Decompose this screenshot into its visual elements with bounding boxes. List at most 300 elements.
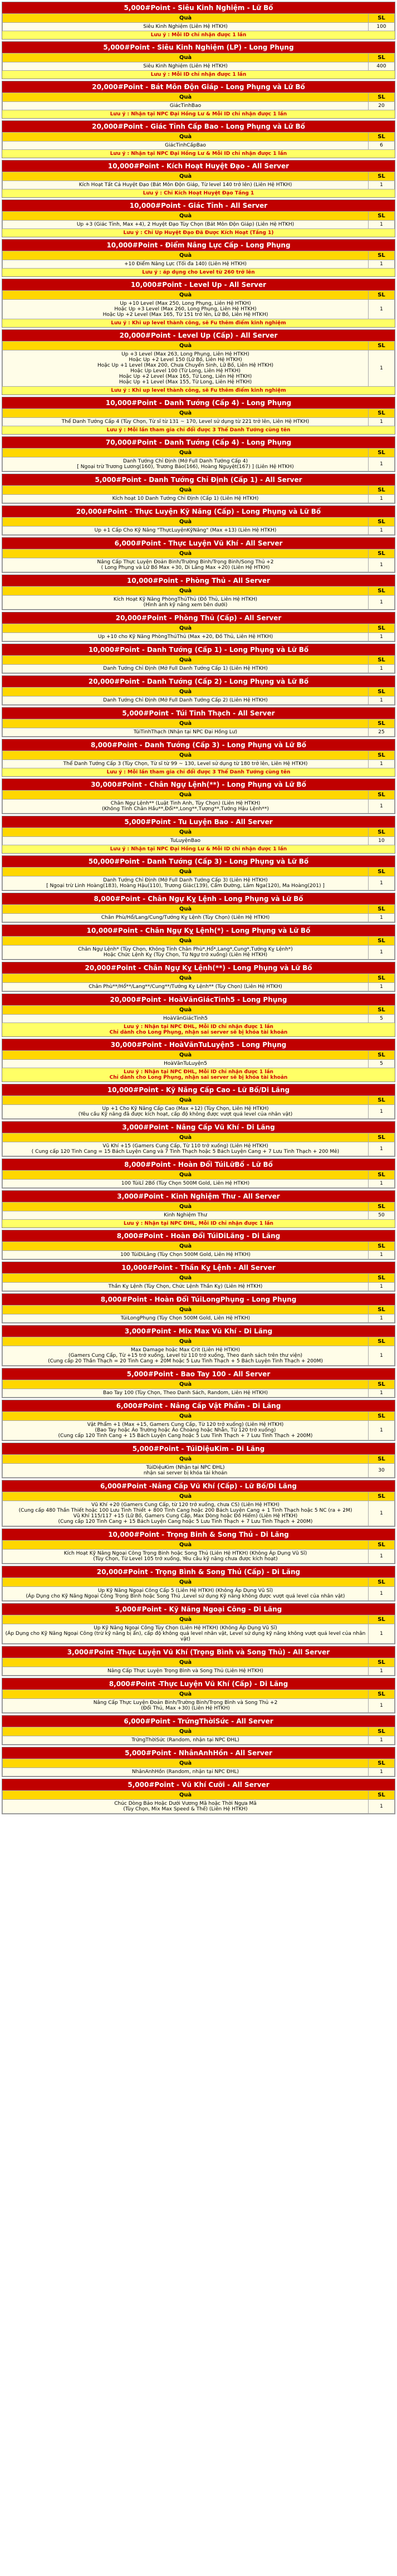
package-card: [2, 1779, 395, 1814]
package-card: [2, 994, 395, 1037]
package-title: 5,000#Point - Túi Tinh Thạch - All Server: [2, 708, 395, 719]
qty-cell: 1: [369, 1283, 395, 1291]
package-title: 10,000#Point - Kỹ Năng Cấp Cao - Lữ Bố/Di Lăng: [2, 1084, 395, 1095]
package-table: [2, 1050, 395, 1068]
package-card: [2, 199, 395, 237]
column-header-item: Quà: [3, 1202, 369, 1211]
package-title: 20,000#Point - Danh Tướng (Cấp 2) - Long Phụng và Lữ Bố: [2, 676, 395, 687]
package-title: 5,000#Point - TúiDiệuKim - Di Lăng: [2, 1443, 395, 1454]
package-title: 5,000#Point - Danh Tướng Chỉ Định (Cấp 1) - All Server: [2, 474, 395, 485]
package-card: [2, 612, 395, 642]
package-table: [2, 1005, 395, 1023]
package-card: [2, 816, 395, 854]
package-card: [2, 2, 395, 40]
column-header-item: Quà: [3, 1759, 369, 1768]
column-header-qty: SL: [369, 751, 395, 760]
package-table: [2, 936, 395, 960]
item-cell: GiácTinhBao: [3, 102, 369, 110]
item-cell: Thần Kỵ Lệnh (Tùy Chọn, Chức Lệnh Thần Kỵ) (Liên Hệ HTKH): [3, 1283, 369, 1291]
item-cell: HoàVănTuLuyện5: [3, 1060, 369, 1068]
package-table: [2, 751, 395, 768]
package-card: [2, 778, 395, 814]
package-card: [2, 1715, 395, 1745]
column-header-item: Quà: [3, 974, 369, 983]
package-table: [2, 251, 395, 269]
column-header-qty: SL: [369, 14, 395, 23]
column-header-qty: SL: [369, 587, 395, 596]
package-card: [2, 505, 395, 535]
qty-cell: 1: [369, 527, 395, 535]
item-cell: GiácTinhCấpBao: [3, 142, 369, 150]
item-cell: 100 TúiDiLăng (Tùy Chọn 500M Gold, Liên Hệ HTKH): [3, 1251, 369, 1259]
column-header-item: Quà: [3, 1615, 369, 1624]
package-note: Lưu ý : Nhận tại NPC ĐHL, Mỗi ID chỉ nhận được 1 lần Chỉ dành cho Long Phụng, nhận sai server sẽ bị khóa tài khoản: [2, 1068, 395, 1082]
column-header-item: Quà: [3, 1306, 369, 1314]
column-header-qty: SL: [369, 1274, 395, 1283]
table-row: [3, 142, 395, 150]
table-row: [3, 1346, 395, 1366]
package-title: 20,000#Point - Level Up (Cấp) - All Server: [2, 330, 395, 341]
column-header-qty: SL: [369, 688, 395, 697]
column-header-qty: SL: [369, 251, 395, 260]
item-cell: Up +3 (Giác Tỉnh, Max +4), 2 Huyệt Đạo Tùy Chọn (Bát Môn Độn Giáp) (Liên Hệ HTKH): [3, 221, 369, 229]
table-row: [3, 350, 395, 387]
package-title: 20,000#Point - Giác Tỉnh Cấp Bao - Long Phụng và Lữ Bố: [2, 121, 395, 132]
column-header-item: Quà: [3, 1171, 369, 1180]
item-cell: Vũ Khí +20 (Gamers Cung Cấp, từ 120 trở xuống, chưa CS) (Liên Hệ HTKH) (Cung cấp 480 Thần Thiết hoặc 100 Lưu Tinh Thiết + 800 Tinh Cang hoặc 200 Bách Luyện Cang + 1 Tinh Thạch hoặc 5 NC (ra + 2M) Vũ Khí 115/117 +15 (Lữ Bố, Gamers Cung Cấp, Max Dòng hoặc Đồ Hiếm) (Liên Hệ HTKH) (Cung cấp 120 Tinh Cang + 15 Bách Luyện Cang hoặc 5 Lưu Tinh Thạch + 7 Lưu Tinh Thạch + 200M): [3, 1501, 369, 1526]
qty-cell: 6: [369, 142, 395, 150]
package-table: [2, 624, 395, 641]
package-card: [2, 397, 395, 435]
package-title: 10,000#Point - Thần Kỵ Lệnh - All Server: [2, 1262, 395, 1273]
qty-cell: 5: [369, 1060, 395, 1068]
qty-cell: 1: [369, 558, 395, 572]
column-header-item: Quà: [3, 1541, 369, 1550]
qty-cell: 1: [369, 1550, 395, 1564]
qty-cell: 1: [369, 1501, 395, 1526]
table-row: [3, 876, 395, 890]
column-header-qty: SL: [369, 1242, 395, 1251]
package-title: 10,000#Point - Chân Ngự Kỵ Lệnh(*) - Long Phụng và Lữ Bố: [2, 925, 395, 936]
column-header-item: Quà: [3, 1492, 369, 1501]
item-cell: TrứngThờiSức (Random, nhận tại NPC ĐHL): [3, 1736, 369, 1745]
package-card: [2, 1084, 395, 1119]
table-row: [3, 914, 395, 922]
package-title: 6,000#Point -Nâng Cấp Vũ Khí (Cấp) - Lữ Bố/Di Lăng: [2, 1481, 395, 1492]
item-cell: Danh Tướng Chỉ Định (Mở Full Danh Tướng Cấp 2) (Liên Hệ HTKH): [3, 697, 369, 705]
column-header-item: Quà: [3, 1690, 369, 1699]
package-note: Lưu ý : Mỗi lần tham gia chỉ đổi được 3 Thể Danh Tướng cùng tên: [2, 426, 395, 434]
table-row: [3, 665, 395, 673]
column-header-item: Quà: [3, 1337, 369, 1346]
table-row: [3, 728, 395, 737]
package-title: 70,000#Point - Danh Tướng (Cấp 4) - Long Phụng: [2, 437, 395, 448]
package-table: [2, 92, 395, 110]
column-header-item: Quà: [3, 53, 369, 62]
qty-cell: 1: [369, 1667, 395, 1676]
package-title: 5,000#Point - Bao Tay 100 - All Server: [2, 1369, 395, 1380]
column-header-qty: SL: [369, 905, 395, 914]
package-title: 10,000#Point - Điểm Nâng Lực Cấp - Long Phụng: [2, 240, 395, 251]
item-cell: Up Kỹ Năng Ngoại Công Tùy Chọn (Liên Hệ HTKH) (Không Áp Dụng Vũ Sĩ) (Áp Dụng cho Kỹ Năng Ngoại Công (trừ kỹ năng bị ẩn), cấp độ không quá level nhân vật, Level sử dụng kỹ năng không vượt quá level của nhân vật): [3, 1624, 369, 1644]
package-title: 3,000#Point - Kinh Nghiệm Thư - All Server: [2, 1191, 395, 1202]
table-row: [3, 495, 395, 503]
qty-cell: 1: [369, 1800, 395, 1814]
column-header-item: Quà: [3, 1380, 369, 1389]
table-row: [3, 418, 395, 426]
column-header-qty: SL: [369, 1306, 395, 1314]
item-cell: Chân Ngự Lệnh** (Luật Tinh Anh, Tùy Chọn) (Liên Hệ HTKH) (Không Tính Chân Hầu**,Đổi**,Long**,Tượng**,Tướng Hậu Lệnh**): [3, 800, 369, 814]
qty-cell: 1: [369, 1699, 395, 1713]
qty-cell: 1: [369, 914, 395, 922]
package-title: 6,000#Point - TrứngThờiSức - All Server: [2, 1716, 395, 1727]
item-cell: Kích Hoạt Kỹ Năng PhòngThủThủ (Đồ Thủ, Liên Hệ HTKH) (Hình ảnh kỹ năng xem bên dưới): [3, 596, 369, 610]
package-card: [2, 1480, 395, 1527]
package-card: [2, 855, 395, 891]
package-table: [2, 1380, 395, 1397]
item-cell: Thể Danh Tướng Cấp 4 (Tùy Chọn, Từ sĩ từ 131 ~ 170, Level sử dụng từ 221 trở lên, Liên Hệ HTKH): [3, 418, 369, 426]
package-table: [2, 1492, 395, 1526]
column-header-item: Quà: [3, 1274, 369, 1283]
column-header-item: Quà: [3, 624, 369, 633]
column-header-qty: SL: [369, 172, 395, 181]
package-list: [2, 2, 395, 1814]
package-title: 5,000#Point - Siêu Kinh Nghiệm (LP) - Long Phụng: [2, 42, 395, 53]
qty-cell: 1: [369, 800, 395, 814]
item-cell: HoàVănGiácTinh5: [3, 1015, 369, 1023]
qty-cell: 10: [369, 837, 395, 845]
package-table: [2, 1454, 395, 1478]
qty-cell: 1: [369, 418, 395, 426]
qty-cell: 1: [369, 181, 395, 189]
package-card: [2, 1747, 395, 1777]
column-header-qty: SL: [369, 974, 395, 983]
package-card: [2, 1293, 395, 1323]
package-note: Lưu ý : Khi up level thành công, sẽ Fu thêm điểm kinh nghiệm: [2, 319, 395, 327]
package-title: 10,000#Point - Danh Tướng (Cấp 4) - Long Phụng: [2, 397, 395, 408]
package-table: [2, 867, 395, 890]
table-row: [3, 760, 395, 768]
qty-cell: 1: [369, 1346, 395, 1366]
table-row: [3, 1550, 395, 1564]
qty-cell: 1: [369, 495, 395, 503]
package-card: [2, 675, 395, 705]
table-row: [3, 1768, 395, 1776]
column-header-qty: SL: [369, 828, 395, 837]
package-card: [2, 1603, 395, 1644]
package-table: [2, 655, 395, 673]
package-table: [2, 687, 395, 705]
qty-cell: 1: [369, 1105, 395, 1119]
column-header-qty: SL: [369, 1380, 395, 1389]
column-header-qty: SL: [369, 1096, 395, 1105]
column-header-qty: SL: [369, 518, 395, 527]
package-card: [2, 474, 395, 504]
package-title: 20,000#Point - Bát Môn Độn Giáp - Long Phụng và Lữ Bố: [2, 81, 395, 92]
column-header-item: Quà: [3, 1791, 369, 1800]
package-title: 8,000#Point -Thực Luyện Vũ Khí (Cấp) - Di Lăng: [2, 1678, 395, 1689]
item-cell: Nâng Cấp Thực Luyện Đoản Binh/Trường Binh/Trọng Bình và Song Thủ +2 (Đổi Thủ, Max +30) (Liên Hệ HTKH): [3, 1699, 369, 1713]
package-title: 8,000#Point - Chân Ngự Kỵ Lệnh - Long Phụng và Lữ Bố: [2, 893, 395, 904]
qty-cell: 1: [369, 596, 395, 610]
item-cell: Kích hoạt 10 Danh Tướng Chỉ Định (Cấp 1) (Liên Hệ HTKH): [3, 495, 369, 503]
table-row: [3, 1501, 395, 1526]
column-header-item: Quà: [3, 212, 369, 221]
column-header-qty: SL: [369, 1690, 395, 1699]
table-row: [3, 527, 395, 535]
package-table: [2, 1170, 395, 1188]
item-cell: Danh Tướng Chỉ Định (Mở Full Danh Tướng Cấp 4) [ Ngoại trừ Trương Lương(160), Trương Bảo(166), Hoàng Nguyệt(167) ] (Liên Hệ HTKH): [3, 457, 369, 471]
package-card: [2, 279, 395, 328]
item-cell: Nâng Cấp Thực Luyện Trọng Bình và Song Thủ (Liên Hệ HTKH): [3, 1667, 369, 1676]
qty-cell: 1: [369, 350, 395, 387]
table-row: [3, 260, 395, 269]
item-cell: Vũ Khí +15 (Gamers Cung Cấp, Từ 110 trở xuống) (Liên Hệ HTKH) ( Cung cấp 120 Tinh Cang = 15 Bách Luyện Cang và 7 Tinh Thạch hoặc 5 Bách Luyện Cang + 7 Lưu Tinh Thạch + 200 Mê): [3, 1142, 369, 1156]
item-cell: Thể Danh Tướng Cấp 3 (Tùy Chọn, Từ sĩ từ 99 ~ 130, Level sử dụng từ 180 trở lên, Liên Hệ HTKH): [3, 760, 369, 768]
package-table: [2, 719, 395, 737]
column-header-qty: SL: [369, 1455, 395, 1464]
package-card: [2, 1368, 395, 1398]
package-card: [2, 1230, 395, 1260]
column-header-qty: SL: [369, 133, 395, 142]
table-row: [3, 102, 395, 110]
qty-cell: 1: [369, 457, 395, 471]
qty-cell: 1: [369, 1389, 395, 1397]
package-table: [2, 53, 395, 71]
qty-cell: 1: [369, 760, 395, 768]
package-card: [2, 707, 395, 737]
column-header-qty: SL: [369, 1202, 395, 1211]
item-cell: Up +10 cho Kỹ Năng PhòngThủThủ (Max +20, Đồ Thủ, Liên Hệ HTKH): [3, 633, 369, 641]
column-header-item: Quà: [3, 937, 369, 946]
package-title: 10,000#Point - Phòng Thủ - All Server: [2, 575, 395, 586]
package-card: [2, 537, 395, 573]
qty-cell: 1: [369, 1314, 395, 1323]
column-header-item: Quà: [3, 688, 369, 697]
table-row: [3, 62, 395, 71]
table-row: [3, 1251, 395, 1259]
package-card: [2, 81, 395, 119]
package-card: [2, 1262, 395, 1292]
column-header-item: Quà: [3, 1096, 369, 1105]
qty-cell: 1: [369, 1421, 395, 1440]
column-header-qty: SL: [369, 624, 395, 633]
package-title: 8,000#Point - Danh Tướng (Cấp 3) - Long Phụng và Lữ Bố: [2, 739, 395, 751]
table-row: [3, 300, 395, 319]
table-row: [3, 1015, 395, 1023]
package-table: [2, 290, 395, 319]
package-card: [2, 574, 395, 610]
qty-cell: 1: [369, 633, 395, 641]
column-header-qty: SL: [369, 93, 395, 102]
qty-cell: 1: [369, 1142, 395, 1156]
qty-cell: 5: [369, 1015, 395, 1023]
table-row: [3, 181, 395, 189]
item-cell: Kích Hoạt Kỹ Năng Ngoại Công Trọng Binh hoặc Song Thủ (Liên Hệ HTKH) (Không Áp Dụng Vũ Sĩ) (Tùy Chọn, Từ Level 105 trở xuống, Yêu cầu kỹ năng chưa được kích hoạt): [3, 1550, 369, 1564]
package-title: 5,000#Point - NhânAnhHồn - All Server: [2, 1747, 395, 1759]
package-note: Lưu ý : Nhận tại NPC Đại Hồng Lư & Mỗi ID chỉ nhận được 1 lần: [2, 845, 395, 853]
column-header-qty: SL: [369, 1658, 395, 1667]
column-header-qty: SL: [369, 342, 395, 350]
table-row: [3, 1180, 395, 1188]
package-card: [2, 1443, 395, 1478]
column-header-item: Quà: [3, 1412, 369, 1421]
table-row: [3, 800, 395, 814]
package-table: [2, 1615, 395, 1644]
package-card: [2, 329, 395, 395]
table-row: [3, 1283, 395, 1291]
column-header-item: Quà: [3, 549, 369, 558]
package-card: [2, 1678, 395, 1713]
table-row: [3, 983, 395, 991]
item-cell: Max Damage hoặc Max Crit (Liên Hệ HTKH) (Gamers Cung Cấp, Từ +15 trở xuống, Level từ 110 trở xuống, Theo danh sách trên thư viện) (Cung cấp 20 Thần Thạch = 20 Tinh Cang + 20M hoặc 5 Lưu Tinh Thạch + 5 Bách Luyện Tinh Thạch + 200M): [3, 1346, 369, 1366]
column-header-qty: SL: [369, 291, 395, 300]
package-card: [2, 1121, 395, 1157]
column-header-item: Quà: [3, 409, 369, 418]
column-header-item: Quà: [3, 905, 369, 914]
column-header-qty: SL: [369, 1541, 395, 1550]
column-header-item: Quà: [3, 868, 369, 876]
qty-cell: 400: [369, 62, 395, 71]
package-card: [2, 1400, 395, 1441]
column-header-qty: SL: [369, 791, 395, 800]
package-table: [2, 1689, 395, 1713]
item-cell: Kích Hoạt Tất Cả Huyệt Đạo (Bát Môn Độn Giáp, Từ level 140 trở lên) (Liên Hệ HTKH): [3, 181, 369, 189]
package-table: [2, 790, 395, 814]
column-header-qty: SL: [369, 1578, 395, 1587]
package-table: [2, 485, 395, 503]
column-header-item: Quà: [3, 1133, 369, 1142]
package-table: [2, 448, 395, 471]
item-cell: Up +10 Level (Max 250, Long Phụng, Liên Hệ HTKH) Hoặc Up +3 Level (Max 260, Long Phụng, Liên Hệ HTKH) Hoặc Up +2 Level (Max 165, Từ 151 trở lên, Lữ Bố, Liên Hệ HTKH): [3, 300, 369, 319]
column-header-item: Quà: [3, 1658, 369, 1667]
table-row: [3, 1421, 395, 1440]
table-row: [3, 1105, 395, 1119]
package-note: Lưu ý : Khi up level thành công, sẽ Fu thêm điểm kinh nghiệm: [2, 387, 395, 395]
package-table: [2, 1727, 395, 1745]
column-header-qty: SL: [369, 1006, 395, 1015]
column-header-qty: SL: [369, 937, 395, 946]
qty-cell: 30: [369, 1464, 395, 1478]
item-cell: TúiDiệuKim (Nhận tại NPC ĐHL) nhận sai server bị khóa tài khoản: [3, 1464, 369, 1478]
package-card: [2, 924, 395, 960]
qty-cell: 1: [369, 697, 395, 705]
column-header-item: Quà: [3, 14, 369, 23]
column-header-item: Quà: [3, 656, 369, 665]
package-card: [2, 239, 395, 277]
package-title: 30,000#Point - Chân Ngự Lệnh(**) - Long Phụng và Lữ Bố: [2, 779, 395, 790]
package-card: [2, 1646, 395, 1676]
package-title: 10,000#Point - Kích Hoạt Huyệt Đạo - All Server: [2, 160, 395, 172]
item-cell: Danh Tướng Chỉ Định (Mở Full Danh Tướng Cấp 3) (Liên Hệ HTKH) [ Ngoại trừ Linh Hoàng(183), Hoàng Hậu(110), Trương Giác(139), Cẩm Đường, Lâm Nga(120), Ma Hoàng(201) ]: [3, 876, 369, 890]
package-title: 20,000#Point - Thực Luyện Kỹ Năng (Cấp) - Long Phụng và Lữ Bố: [2, 506, 395, 517]
item-cell: 100 TúiLĩ 2Bố (Tùy Chọn 500M Gold, Liên Hệ HTKH): [3, 1180, 369, 1188]
package-card: [2, 1566, 395, 1601]
column-header-item: Quà: [3, 342, 369, 350]
qty-cell: 1: [369, 1624, 395, 1644]
package-title: 6,000#Point - Nâng Cấp Vật Phẩm - Di Lăng: [2, 1400, 395, 1411]
column-header-qty: SL: [369, 449, 395, 457]
package-card: [2, 1325, 395, 1366]
column-header-item: Quà: [3, 133, 369, 142]
package-card: [2, 893, 395, 923]
qty-cell: 100: [369, 23, 395, 31]
package-card: [2, 644, 395, 674]
item-cell: Danh Tướng Chỉ Định (Mở Full Danh Tướng Cấp 1) (Liên Hệ HTKH): [3, 665, 369, 673]
package-table: [2, 1337, 395, 1366]
table-row: [3, 1314, 395, 1323]
column-header-item: Quà: [3, 1578, 369, 1587]
package-table: [2, 1202, 395, 1220]
column-header-item: Quà: [3, 751, 369, 760]
package-card: [2, 436, 395, 472]
qty-cell: 1: [369, 1180, 395, 1188]
item-cell: Bao Tay 100 (Tùy Chọn, Theo Danh Sách, Random, Liên Hệ HTKH): [3, 1389, 369, 1397]
column-header-qty: SL: [369, 1412, 395, 1421]
table-row: [3, 1211, 395, 1220]
column-header-item: Quà: [3, 828, 369, 837]
table-row: [3, 457, 395, 471]
item-cell: TuLuyệnBao: [3, 837, 369, 845]
package-table: [2, 13, 395, 31]
column-header-item: Quà: [3, 1051, 369, 1060]
table-row: [3, 23, 395, 31]
table-row: [3, 596, 395, 610]
package-card: [2, 962, 395, 992]
table-row: [3, 1736, 395, 1745]
table-row: [3, 558, 395, 572]
qty-cell: 1: [369, 1736, 395, 1745]
item-cell: Siêu Kinh Nghiệm (Liên Hệ HTKH): [3, 62, 369, 71]
package-card: [2, 1039, 395, 1082]
package-title: 10,000#Point - Danh Tướng (Cấp 1) - Long Phụng và Lữ Bố: [2, 644, 395, 655]
table-row: [3, 837, 395, 845]
package-title: 3,000#Point - Mix Max Vũ Khí - Di Lăng: [2, 1326, 395, 1337]
column-header-item: Quà: [3, 1455, 369, 1464]
package-card: [2, 41, 395, 79]
column-header-qty: SL: [369, 486, 395, 495]
table-row: [3, 221, 395, 229]
column-header-qty: SL: [369, 1051, 395, 1060]
column-header-qty: SL: [369, 212, 395, 221]
package-table: [2, 132, 395, 150]
qty-cell: 1: [369, 221, 395, 229]
package-title: 30,000#Point - HoàVănTuLuyện5 - Long Phụng: [2, 1039, 395, 1050]
package-note: Lưu ý : Mỗi ID chỉ nhận được 1 lần: [2, 31, 395, 39]
package-title: 3,000#Point - Nâng Cấp Vũ Khí - Di Lăng: [2, 1122, 395, 1133]
qty-cell: 1: [369, 300, 395, 319]
column-header-qty: SL: [369, 549, 395, 558]
column-header-qty: SL: [369, 656, 395, 665]
item-cell: Up +1 Cấp Cho Kỹ Năng "ThựcLuyệnKỹNăng" (Max +13) (Liên Hệ HTKH): [3, 527, 369, 535]
column-header-qty: SL: [369, 1133, 395, 1142]
package-table: [2, 1273, 395, 1291]
package-table: [2, 1133, 395, 1156]
qty-cell: 1: [369, 1251, 395, 1259]
column-header-item: Quà: [3, 719, 369, 728]
package-title: 8,000#Point - Hoàn Đổi TúiDiLăng - Di Lăng: [2, 1230, 395, 1241]
table-row: [3, 1389, 395, 1397]
qty-cell: 1: [369, 876, 395, 890]
package-title: 5,000#Point - Siêu Kinh Nghiệm - Lữ Bố: [2, 2, 395, 13]
item-cell: Chúc Dòng Bảo Hoặc Dưới Vương Mã hoặc Thời Ngựa Mã (Tùy Chọn, Mix Max Speed & Thế) (Liên Hệ HTKH): [3, 1800, 369, 1814]
qty-cell: 25: [369, 728, 395, 737]
package-table: [2, 1095, 395, 1119]
table-row: [3, 1060, 395, 1068]
table-row: [3, 697, 395, 705]
package-title: 20,000#Point - Phòng Thủ (Cấp) - All Server: [2, 612, 395, 624]
package-note: Lưu ý : Mỗi lần tham gia chỉ đổi được 3 Thể Danh Tướng cùng tên: [2, 768, 395, 776]
